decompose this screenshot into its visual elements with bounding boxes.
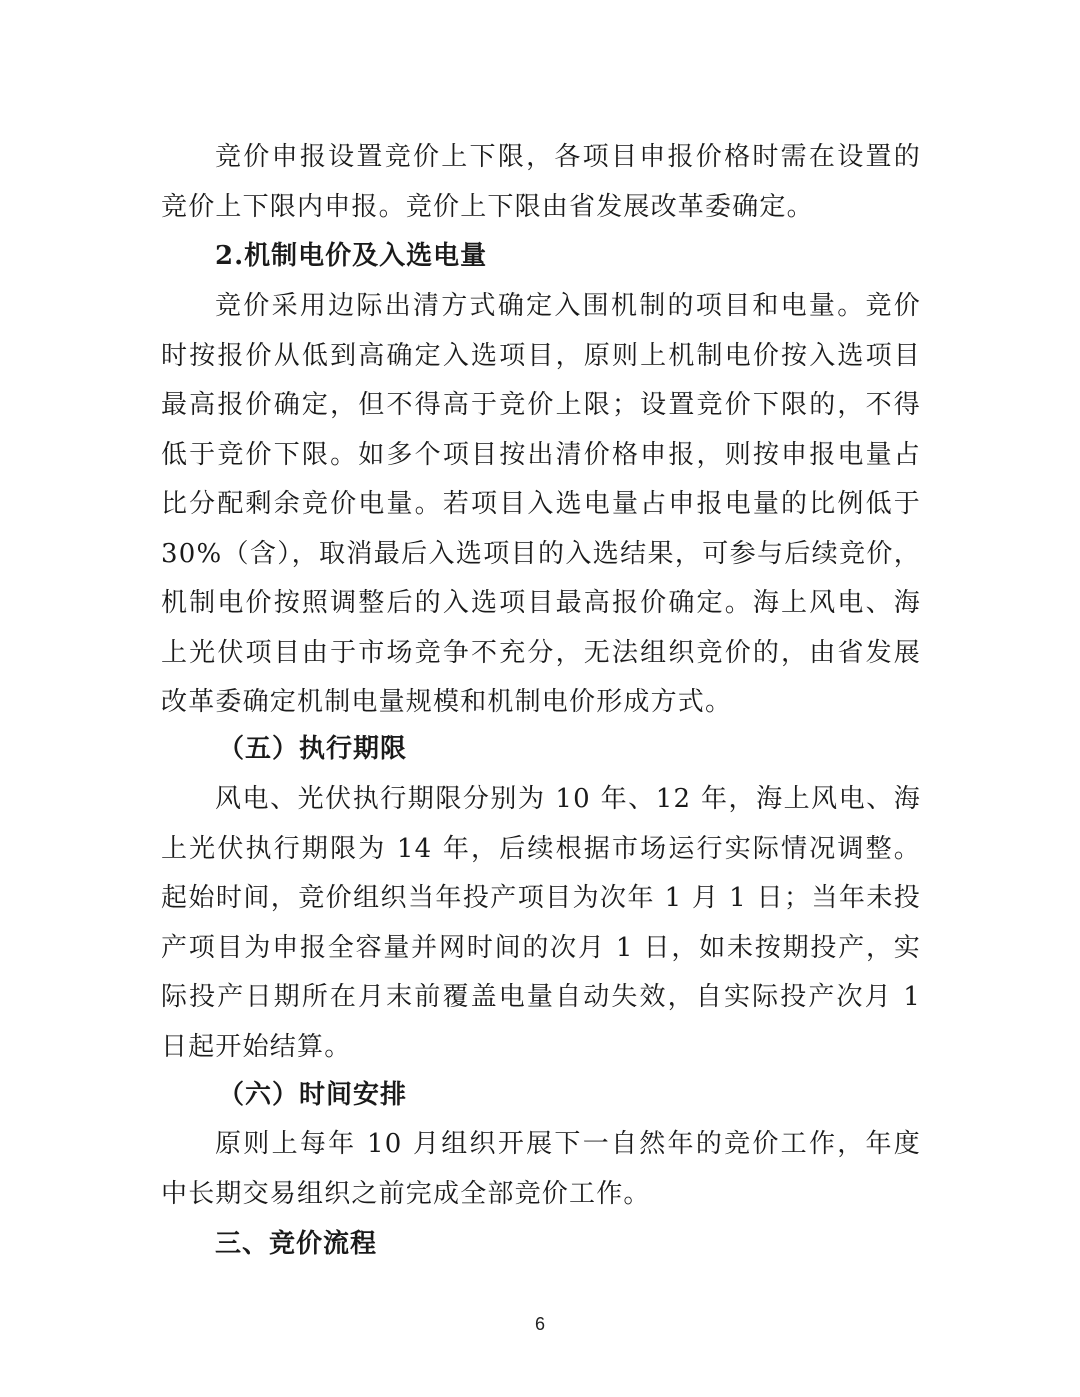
paragraph-time-schedule: 原则上每年 10 月组织开展下一自然年的竞价工作，年度中长期交易组织之前完成全部竞价工作。 (161, 1129, 921, 1209)
heading-time-schedule: （六）时间安排 (218, 1080, 408, 1110)
paragraph-execution-period: 风电、光伏执行期限分别为 10 年、12 年，海上风电、海上光伏执行期限为 14 年，后续根据市场运行实际情况调整。起始时间，竞价组织当年投产项目为次年 1 月 1 日；当年未投产项目为申报全容量并网时间的次月 1 日，如未按期投产，实际投产日期所在月末前覆盖电量自动失效，自实际投产次月 1 日起开始结算。 (161, 784, 921, 1062)
paragraph-marginal-clearing: 竞价采用边际出清方式确定入围机制的项目和电量。竞价时按报价从低到高确定入选项目，原则上机制电价按入选项目最高报价确定，但不得高于竞价上限；设置竞价下限的，不得低于竞价下限。如多个项目按出清价格申报，则按申报电量占比分配剩余竞价电量。若项目入选电量占申报电量的比例低于30%（含），取消最后入选项目的入选结果，可参与后续竞价，机制电价按照调整后的入选项目最高报价确定。海上风电、海上光伏项目由于市场竞争不充分，无法组织竞价的，由省发展改革委确定机制电量规模和机制电价形成方式。 (161, 291, 921, 717)
heading-mechanism-price: 2.机制电价及入选电量 (215, 241, 488, 271)
page-number: 6 (534, 1314, 545, 1334)
paragraph-price-limits: 竞价申报设置竞价上下限，各项目申报价格时需在设置的竞价上下限内申报。竞价上下限由省发展改革委确定。 (161, 142, 921, 222)
heading-bidding-process: 三、竞价流程 (215, 1229, 378, 1259)
heading-execution-period: （五）执行期限 (218, 734, 408, 764)
